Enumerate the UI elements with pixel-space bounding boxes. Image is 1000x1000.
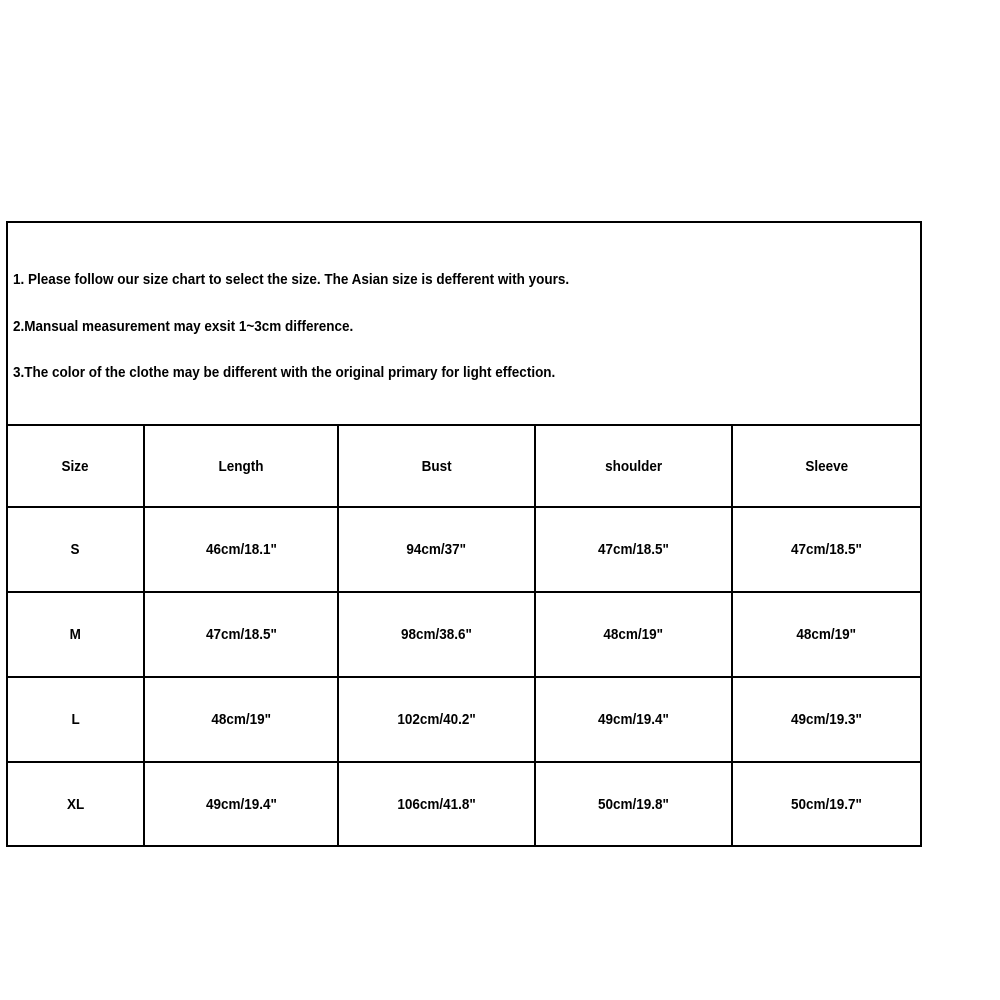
sleeve-cell: 47cm/18.5" <box>791 541 862 558</box>
header-length: Length <box>145 426 339 506</box>
bust-cell: 102cm/40.2" <box>339 678 536 761</box>
table-row <box>8 678 920 763</box>
size-chart <box>6 221 922 847</box>
table-row <box>8 763 920 845</box>
table-row <box>8 508 920 593</box>
header-size: Size <box>8 426 145 506</box>
length-cell: 46cm/18.1" <box>145 508 339 591</box>
size-cell: XL <box>8 763 145 845</box>
shoulder-cell: 50cm/19.8" <box>536 763 733 845</box>
bust-cell: 98cm/38.6" <box>339 593 536 676</box>
header-bust: Bust <box>339 426 536 506</box>
header-shoulder: shoulder <box>536 426 733 506</box>
length-cell: 49cm/19.4" <box>145 763 339 845</box>
size-cell: L <box>8 678 145 761</box>
bust-cell: 106cm/41.8" <box>339 763 536 845</box>
shoulder-cell: 48cm/19" <box>536 593 733 676</box>
sleeve-cell: 50cm/19.7" <box>791 795 862 813</box>
notes-panel <box>8 223 920 426</box>
table-row <box>8 593 920 678</box>
size-cell: S <box>8 508 145 591</box>
note-1: 1. Please follow our size chart to select the size. The Asian size is defferent with yours. <box>13 271 570 288</box>
bust-cell: 94cm/37" <box>339 508 536 591</box>
sleeve-cell: 49cm/19.3" <box>791 711 862 728</box>
length-cell: 48cm/19" <box>145 678 339 761</box>
note-3: 3.The color of the clothe may be different with the original primary for light effection. <box>13 364 556 381</box>
size-cell: M <box>8 593 145 676</box>
size-table <box>8 426 920 845</box>
table-header-row <box>8 426 920 508</box>
length-cell: 47cm/18.5" <box>145 593 339 676</box>
shoulder-cell: 49cm/19.4" <box>536 678 733 761</box>
note-2: 2.Mansual measurement may exsit 1~3cm difference. <box>13 318 354 335</box>
sleeve-cell: 48cm/19" <box>796 626 857 643</box>
shoulder-cell: 47cm/18.5" <box>536 508 733 591</box>
header-sleeve: Sleeve <box>805 457 848 475</box>
